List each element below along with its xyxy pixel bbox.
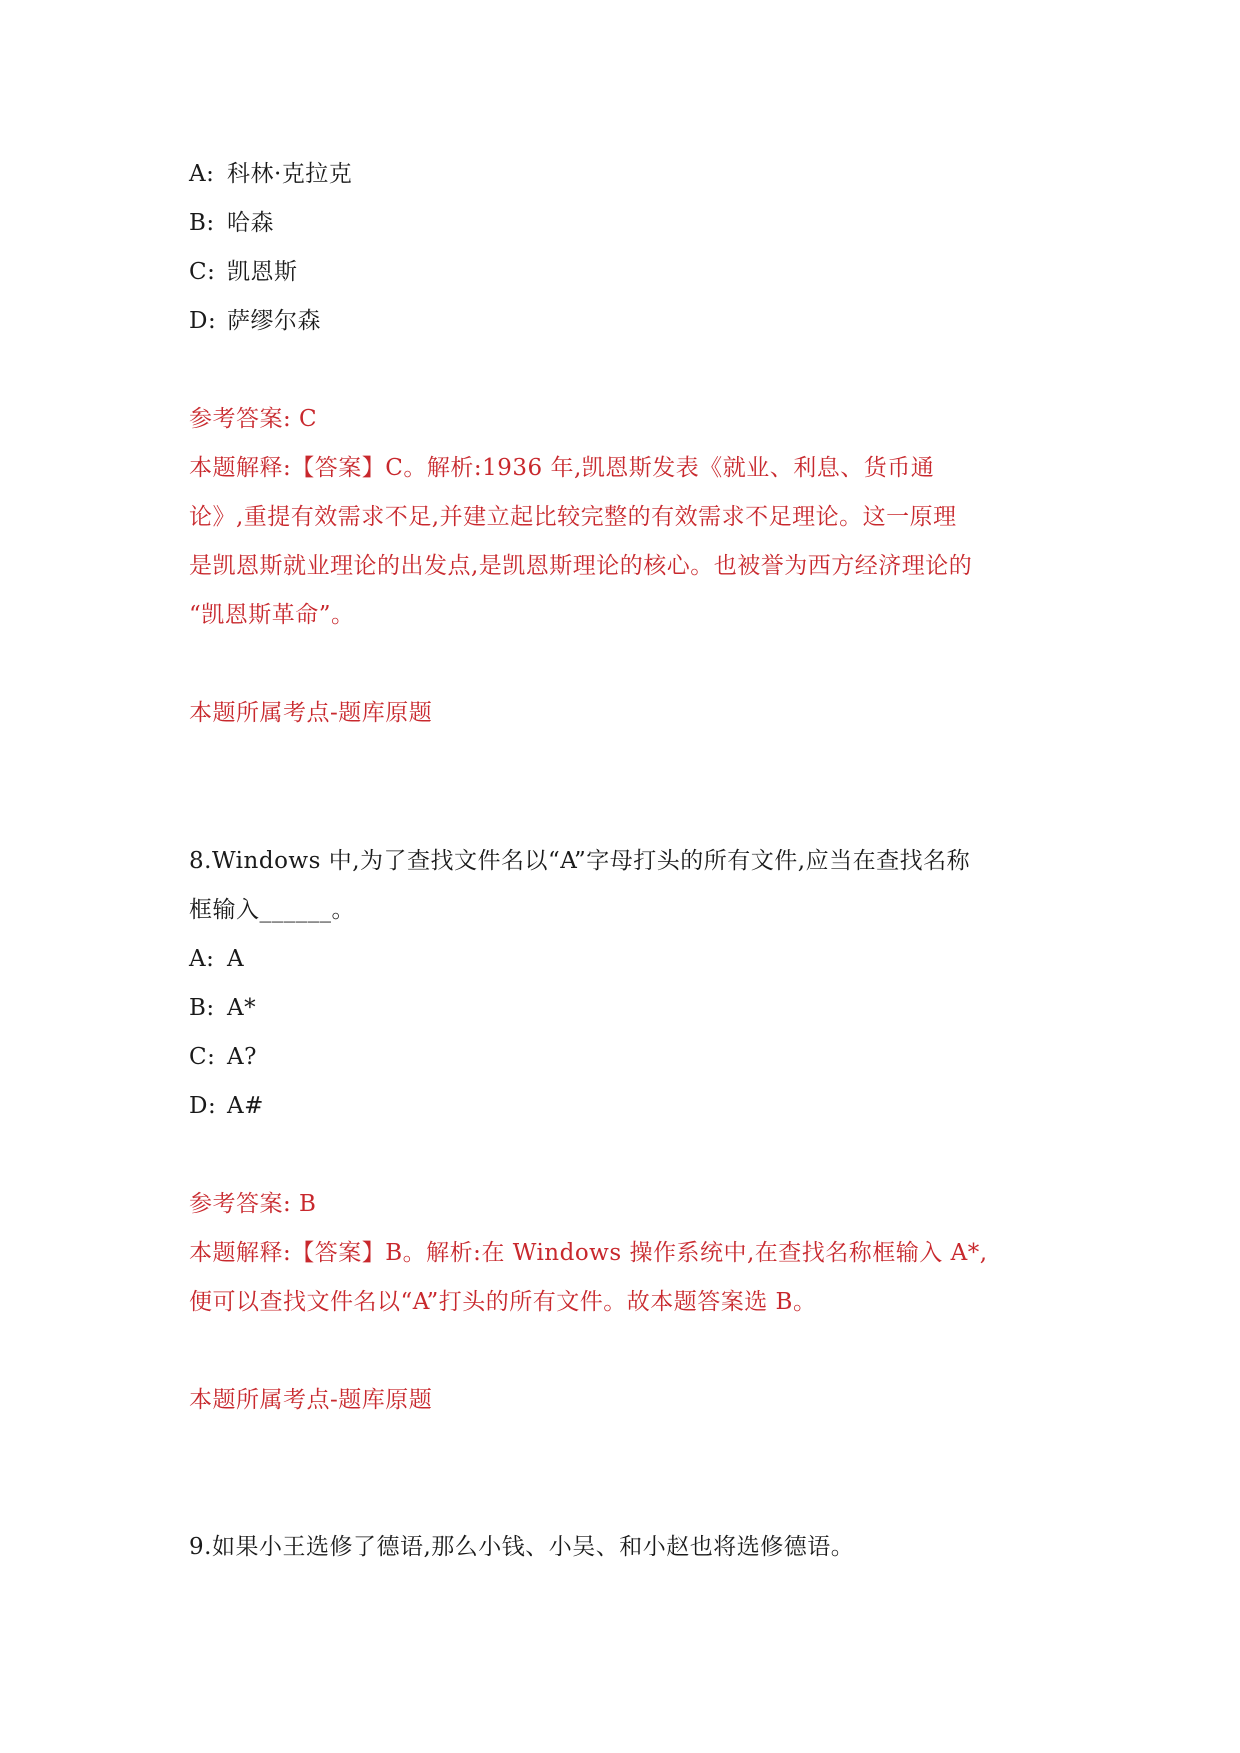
option-letter: C: [189,1044,216,1070]
reference-answer: 参考答案: B [189,1191,317,1217]
explanation-line: 论》,重提有效需求不足,并建立起比较完整的有效需求不足理论。这一原理 [189,504,957,530]
option-text: 哈森 [227,210,274,236]
option-text: 科林·克拉克 [227,161,353,187]
explanation-line: 便可以查找文件名以“A”打头的所有文件。故本题答案选 B。 [189,1289,817,1315]
option-text: 凯恩斯 [227,259,298,285]
option-letter: B: [189,995,215,1021]
question-text: 9.如果小王选修了德语,那么小钱、小吴、和小赵也将选修德语。 [189,1534,855,1560]
option-letter: C: [189,259,216,285]
option-letter: D: [189,1093,217,1119]
explanation-line: 本题解释:【答案】B。解析:在 Windows 操作系统中,在查找名称框输入 A*, [189,1240,988,1266]
option-a [189,943,244,975]
explanation-line: 本题解释:【答案】C。解析:1936 年,凯恩斯发表《就业、利息、货币通 [189,455,935,481]
option-b [189,207,274,239]
option-text: A* [227,995,257,1021]
option-text: 萨缪尔森 [227,308,321,334]
topic-label: 本题所属考点-题库原题 [189,1387,433,1413]
reference-answer: 参考答案: C [189,406,318,432]
option-letter: A: [189,946,215,972]
option-letter: D: [189,308,217,334]
option-text: A [227,946,245,972]
explanation-line: 是凯恩斯就业理论的出发点,是凯恩斯理论的核心。也被誉为西方经济理论的 [189,553,973,579]
option-d [189,305,321,337]
option-letter: B: [189,210,215,236]
option-text: A? [227,1044,257,1070]
question-text: 框输入______。 [189,897,355,923]
option-a [189,158,352,190]
option-c [189,256,298,288]
explanation-line: “凯恩斯革命”。 [189,602,355,628]
option-b [189,992,256,1024]
question-text: 8.Windows 中,为了查找文件名以“A”字母打头的所有文件,应当在查找名称 [189,848,971,874]
option-c [189,1041,257,1073]
option-letter: A: [189,161,215,187]
option-d [189,1090,264,1122]
option-text: A# [227,1093,264,1119]
topic-label: 本题所属考点-题库原题 [189,700,433,726]
